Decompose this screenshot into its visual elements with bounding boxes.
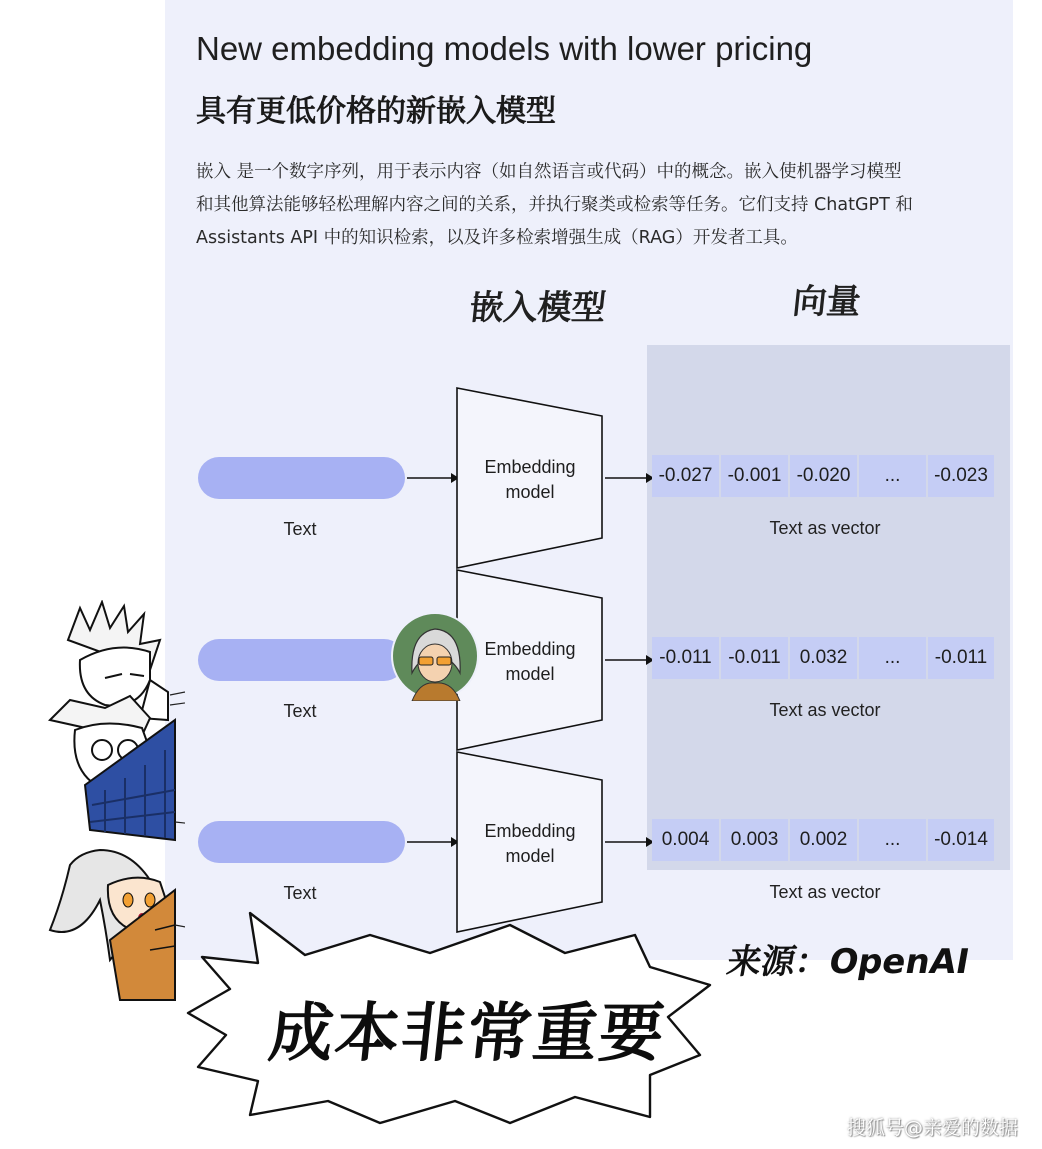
text-input-pill [198,821,405,863]
arrow-right-icon [603,470,655,486]
vector-cell: 0.004 [652,819,719,861]
text-input-pill [198,639,405,681]
vector-cell: -0.023 [928,455,994,497]
vector-cell: -0.011 [928,637,994,679]
vector-cell: -0.014 [928,819,994,861]
vector-ellipsis: ... [859,819,926,861]
vector-cell: -0.011 [652,637,719,679]
text-input-label: Text [283,883,317,903]
speech-bubble-text: 成本非常重要 [265,997,670,1071]
title-english: New embedding models with lower pricing [196,30,813,67]
vector-row [652,455,994,497]
embedding-model-label: Embedding model [484,639,576,684]
vector-panel [647,345,1010,870]
embedding-model-label: Embedding model [484,821,576,866]
vector-ellipsis: ... [859,455,926,497]
text-input-pill [198,457,405,499]
avatar-illustration [390,611,480,701]
arrow-right-icon [603,834,655,850]
vector-cell: -0.020 [790,455,857,497]
watermark: 搜狐号@亲爱的数据 [846,1117,1018,1139]
vector-cell: -0.001 [721,455,788,497]
vector-caption: Text as vector [769,518,881,538]
text-input-label: Text [283,701,317,721]
arrow-right-icon [405,834,460,850]
arrow-right-icon [405,470,460,486]
source-label: 来源：OpenAI [723,942,973,982]
header-embedding-model: 嵌入模型 [467,288,608,328]
vector-cell: 0.032 [790,637,857,679]
intro-paragraph: 嵌入 是一个数字序列，用于表示内容（如自然语言或代码）中的概念。嵌入使机器学习模型 和其他算法能够轻松理解内容之间的关系，并执行聚类或检索等任务。它们支持 ChatGPT 和 Assistants API 中的知识检索，以及许多检索增强生成（RAG）开发者工具。 [196,162,913,248]
vector-cell: 0.003 [721,819,788,861]
arrow-right-icon [603,652,655,668]
title-chinese: 具有更低价格的新嵌入模型 [196,94,556,129]
embedding-model-label: Embedding model [484,457,576,502]
vector-caption: Text as vector [769,882,881,902]
comic-characters-illustration [10,600,185,1030]
vector-cell: -0.011 [721,637,788,679]
vector-ellipsis: ... [859,637,926,679]
vector-row [652,819,994,861]
vector-cell: -0.027 [652,455,719,497]
vector-cell: 0.002 [790,819,857,861]
vector-row [652,637,994,679]
vector-caption: Text as vector [769,700,881,720]
header-vector: 向量 [790,282,863,322]
text-input-label: Text [283,519,317,539]
